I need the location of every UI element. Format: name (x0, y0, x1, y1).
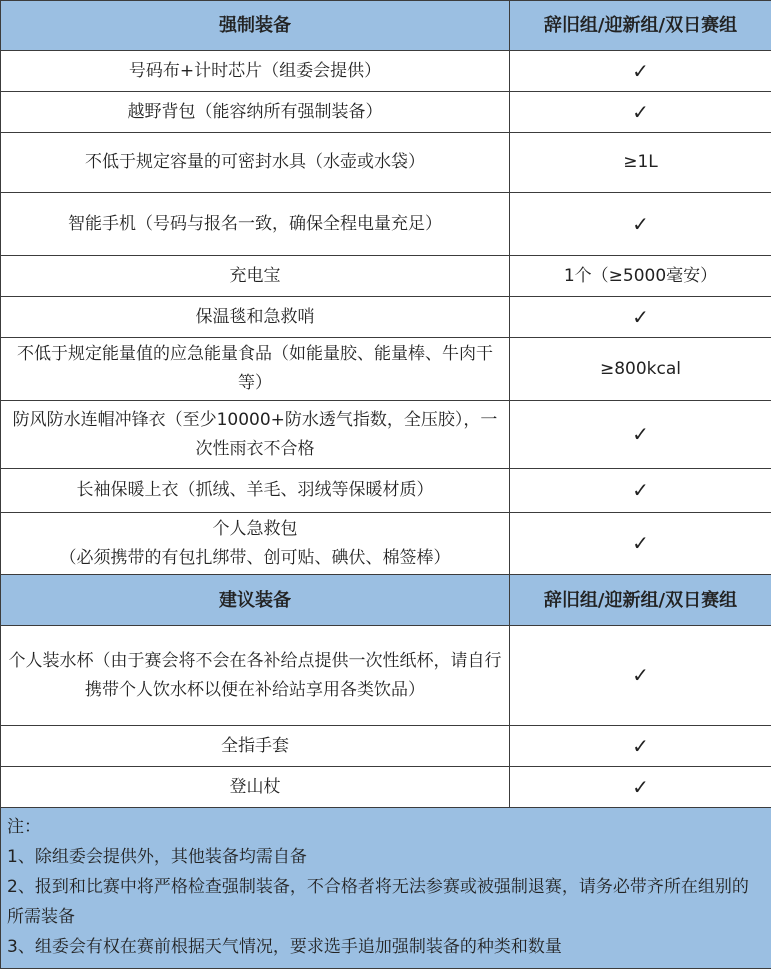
requirement-value: 1个（≥5000毫安） (510, 256, 771, 297)
check-icon: ✓ (510, 193, 771, 256)
item-cell: 不低于规定容量的可密封水具（水壶或水袋） (1, 133, 510, 193)
item-cell (1, 513, 510, 575)
check-icon: ✓ (510, 513, 771, 575)
check-icon: ✓ (510, 726, 771, 767)
item-cell: 全指手套 (1, 726, 510, 767)
table-row (1, 726, 771, 767)
check-icon: ✓ (510, 297, 771, 338)
table-row (1, 297, 771, 338)
item-cell: 智能手机（号码与报名一致，确保全程电量充足） (1, 193, 510, 256)
table-row (1, 133, 771, 193)
notes-row (1, 808, 771, 969)
recommended-header-group: 辞旧组/迎新组/双日赛组 (510, 575, 771, 626)
mandatory-header-group: 辞旧组/迎新组/双日赛组 (510, 1, 771, 51)
table-row (1, 92, 771, 133)
check-icon: ✓ (510, 469, 771, 513)
notes-cell (1, 808, 771, 969)
check-icon: ✓ (510, 401, 771, 469)
check-icon: ✓ (510, 626, 771, 726)
item-cell: 不低于规定能量值的应急能量食品（如能量胶、能量棒、牛肉干等） (1, 338, 510, 401)
notes-line: 1、除组委会提供外，其他装备均需自备 (7, 847, 307, 867)
item-cell: 保温毯和急救哨 (1, 297, 510, 338)
requirement-value: ≥800kcal (510, 338, 771, 401)
table-row (1, 193, 771, 256)
table-row (1, 626, 771, 726)
item-cell: 个人装水杯（由于赛会将不会在各补给点提供一次性纸杯，请自行携带个人饮水杯以便在补给站享用各类饮品） (1, 626, 510, 726)
table-row (1, 513, 771, 575)
item-cell: 充电宝 (1, 256, 510, 297)
check-icon: ✓ (510, 92, 771, 133)
table-row (1, 767, 771, 808)
item-cell: 登山杖 (1, 767, 510, 808)
mandatory-header-item: 强制装备 (1, 1, 510, 51)
item-cell: 号码布+计时芯片（组委会提供） (1, 51, 510, 92)
table-row (1, 469, 771, 513)
check-icon: ✓ (510, 51, 771, 92)
mandatory-header-row (1, 1, 771, 51)
table-row (1, 338, 771, 401)
recommended-header-row (1, 575, 771, 626)
notes-line: 2、报到和比赛中将严格检查强制装备，不合格者将无法参赛或被强制退赛，请务必带齐所在组别的所需装备 (7, 877, 749, 927)
item-line: （必须携带的有包扎绑带、创可贴、碘伏、棉签棒） (59, 547, 451, 568)
check-icon: ✓ (510, 767, 771, 808)
notes-title: 注： (7, 817, 41, 837)
item-line: 个人急救包 (212, 518, 298, 539)
notes-line: 3、组委会有权在赛前根据天气情况，要求选手追加强制装备的种类和数量 (7, 937, 562, 957)
item-cell: 越野背包（能容纳所有强制装备） (1, 92, 510, 133)
table-row (1, 51, 771, 92)
recommended-header-item: 建议装备 (1, 575, 510, 626)
item-cell: 长袖保暖上衣（抓绒、羊毛、羽绒等保暖材质） (1, 469, 510, 513)
requirement-value: ≥1L (510, 133, 771, 193)
item-cell: 防风防水连帽冲锋衣（至少10000+防水透气指数，全压胶），一次性雨衣不合格 (1, 401, 510, 469)
table-row (1, 256, 771, 297)
table-row (1, 401, 771, 469)
